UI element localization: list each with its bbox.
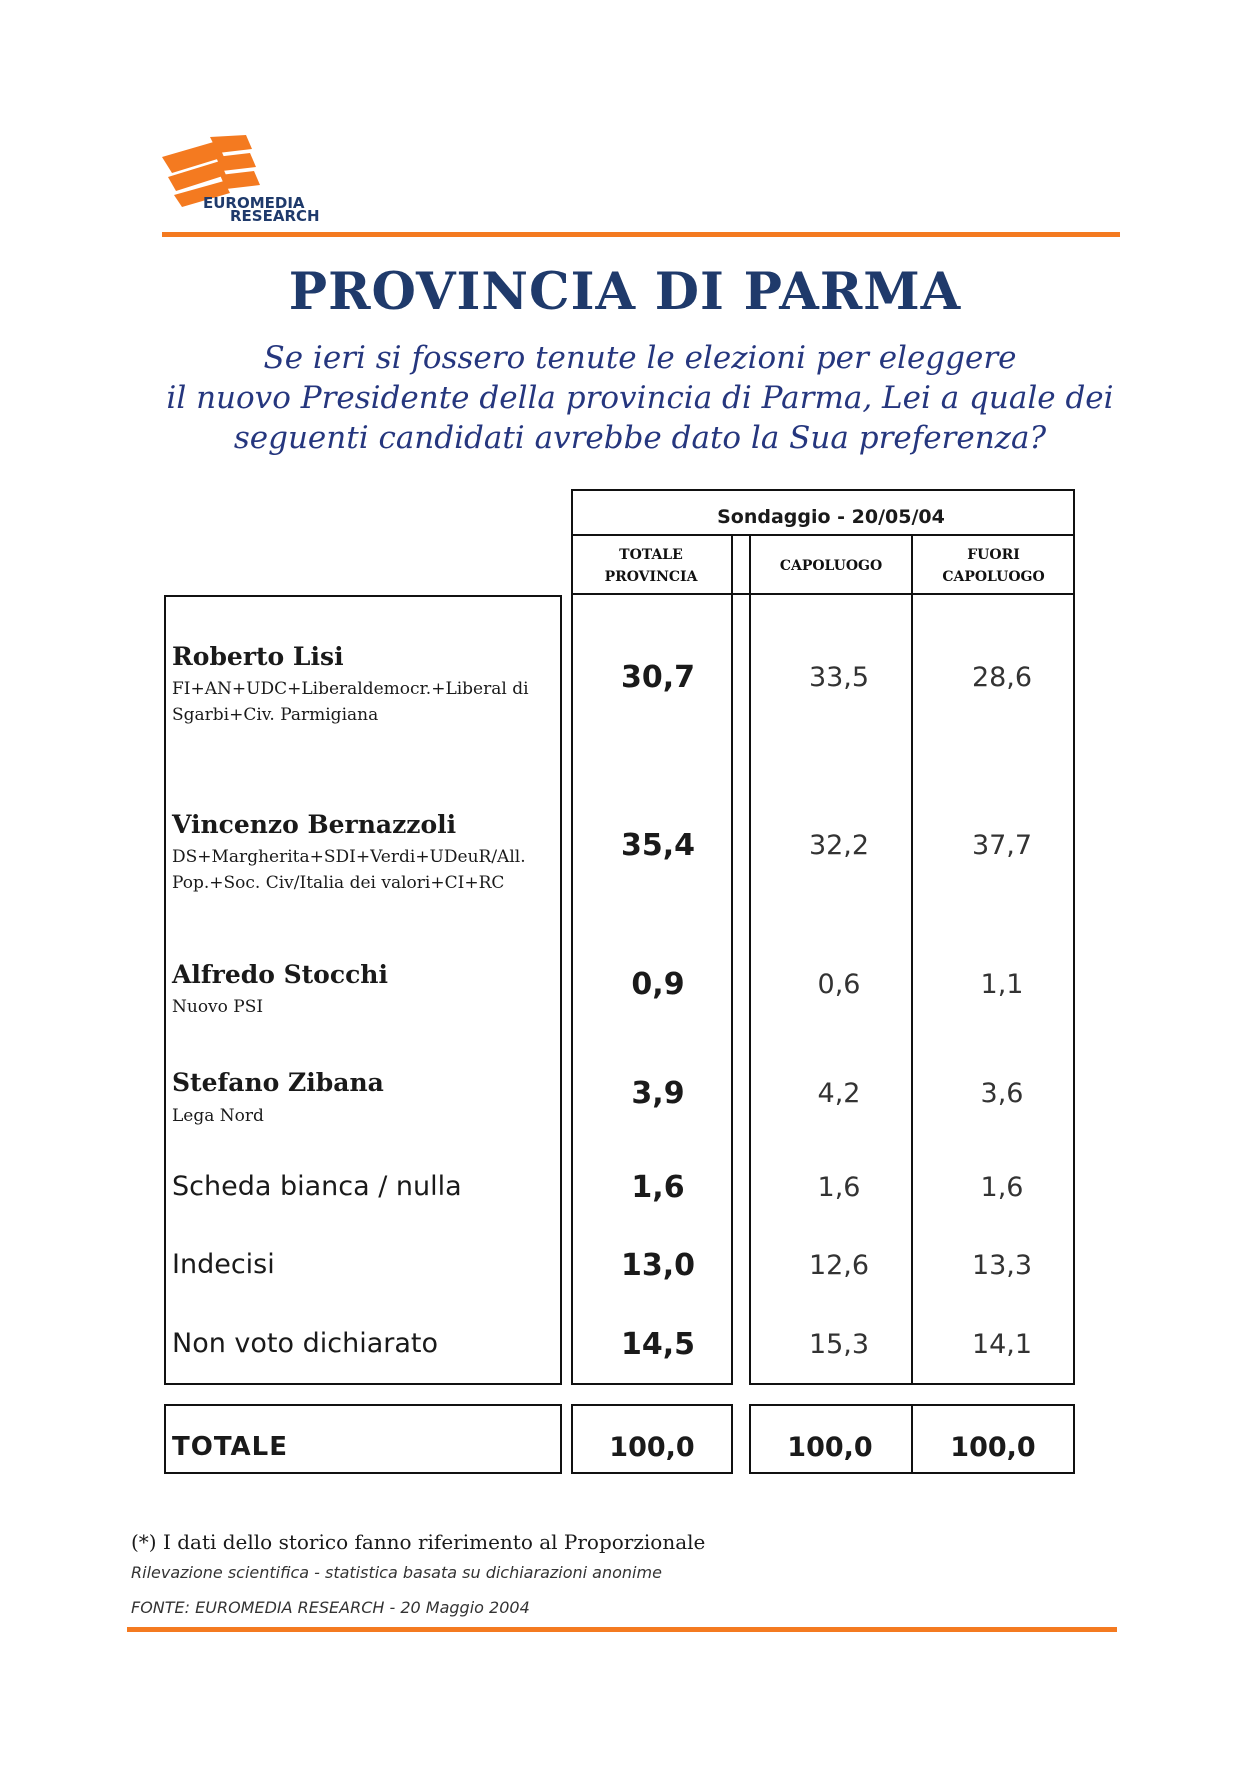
candidate-coalition-stocchi: Nuovo PSI [172,997,264,1017]
total-value-fuori: 100,0 [950,1432,1036,1463]
methodology-note: Rilevazione scientifica - statistica basata su dichiarazioni anonime [131,1563,662,1582]
row-label-indecisi: Indecisi [172,1249,275,1280]
column-header-totale-line1: TOTALE [619,547,683,563]
value-capoluogo-scheda-bianca: 1,6 [817,1172,861,1203]
footnote-proporzionale: (*) I dati dello storico fanno riferimento al Proporzionale [131,1530,706,1554]
survey-date-header: Sondaggio - 20/05/04 [717,506,945,528]
value-totale-bernazzoli: 35,4 [620,828,696,863]
candidate-name-stocchi: Alfredo Stocchi [172,960,388,989]
value-fuori-scheda-bianca: 1,6 [980,1172,1024,1203]
value-capoluogo-bernazzoli: 32,2 [808,830,870,861]
value-totale-scheda-bianca: 1,6 [631,1170,685,1205]
value-totale-zibana: 3,9 [631,1076,685,1111]
value-totale-lisi: 30,7 [620,660,696,695]
value-capoluogo-indecisi: 12,6 [808,1250,870,1281]
candidate-name-zibana: Stefano Zibana [172,1068,384,1097]
bottom-divider [127,1627,1117,1632]
value-fuori-lisi: 28,6 [971,662,1033,693]
column-header-fuori-line2: CAPOLUOGO [942,569,1045,585]
total-value-totale: 100,0 [609,1432,695,1463]
page-title: PROVINCIA DI PARMA [288,262,962,322]
candidate-coalition-zibana: Lega Nord [172,1106,264,1126]
value-totale-indecisi: 13,0 [620,1248,696,1283]
survey-question [130,338,1150,458]
total-row-label: TOTALE [172,1432,289,1462]
logo-wordmark-line2: RESEARCH [230,207,320,225]
value-capoluogo-stocchi: 0,6 [817,969,861,1000]
question-line-1: Se ieri si fossero tenute le elezioni per eleggere [263,340,1017,376]
question-line-3: seguenti candidati avrebbe dato la Sua preferenza? [233,420,1047,456]
value-fuori-zibana: 3,6 [980,1078,1024,1109]
value-fuori-bernazzoli: 37,7 [971,830,1033,861]
question-line-2: il nuovo Presidente della provincia di Parma, Lei a quale dei [166,380,1114,416]
candidate-name-lisi: Roberto Lisi [172,642,344,671]
value-fuori-stocchi: 1,1 [980,969,1024,1000]
value-fuori-indecisi: 13,3 [971,1250,1033,1281]
value-fuori-non-voto: 14,1 [971,1329,1033,1360]
source-note: FONTE: EUROMEDIA RESEARCH - 20 Maggio 2004 [131,1598,530,1617]
column-header-fuori-line1: FUORI [967,547,1020,563]
value-totale-stocchi: 0,9 [631,967,685,1002]
value-capoluogo-lisi: 33,5 [808,662,870,693]
candidate-coalition-lisi: FI+AN+UDC+Liberaldemocr.+Liberal di Sgarbi+Civ. Parmigiana [172,679,529,725]
logo-wordmark-line1: EUROMEDIA [203,194,305,212]
value-totale-non-voto: 14,5 [620,1327,696,1362]
value-capoluogo-non-voto: 15,3 [808,1329,870,1360]
column-header-totale-line2: PROVINCIA [604,569,698,585]
row-label-non-voto: Non voto dichiarato [172,1328,438,1359]
value-capoluogo-zibana: 4,2 [817,1078,861,1109]
candidate-coalition-bernazzoli: DS+Margherita+SDI+Verdi+UDeuR/All. Pop.+Soc. Civ/Italia dei valori+CI+RC [172,847,526,893]
row-label-scheda-bianca: Scheda bianca / nulla [172,1171,462,1202]
total-value-capoluogo: 100,0 [787,1432,873,1463]
candidate-name-bernazzoli: Vincenzo Bernazzoli [172,810,457,839]
column-header-capoluogo-line1: CAPOLUOGO [779,558,883,574]
top-divider [162,232,1120,237]
